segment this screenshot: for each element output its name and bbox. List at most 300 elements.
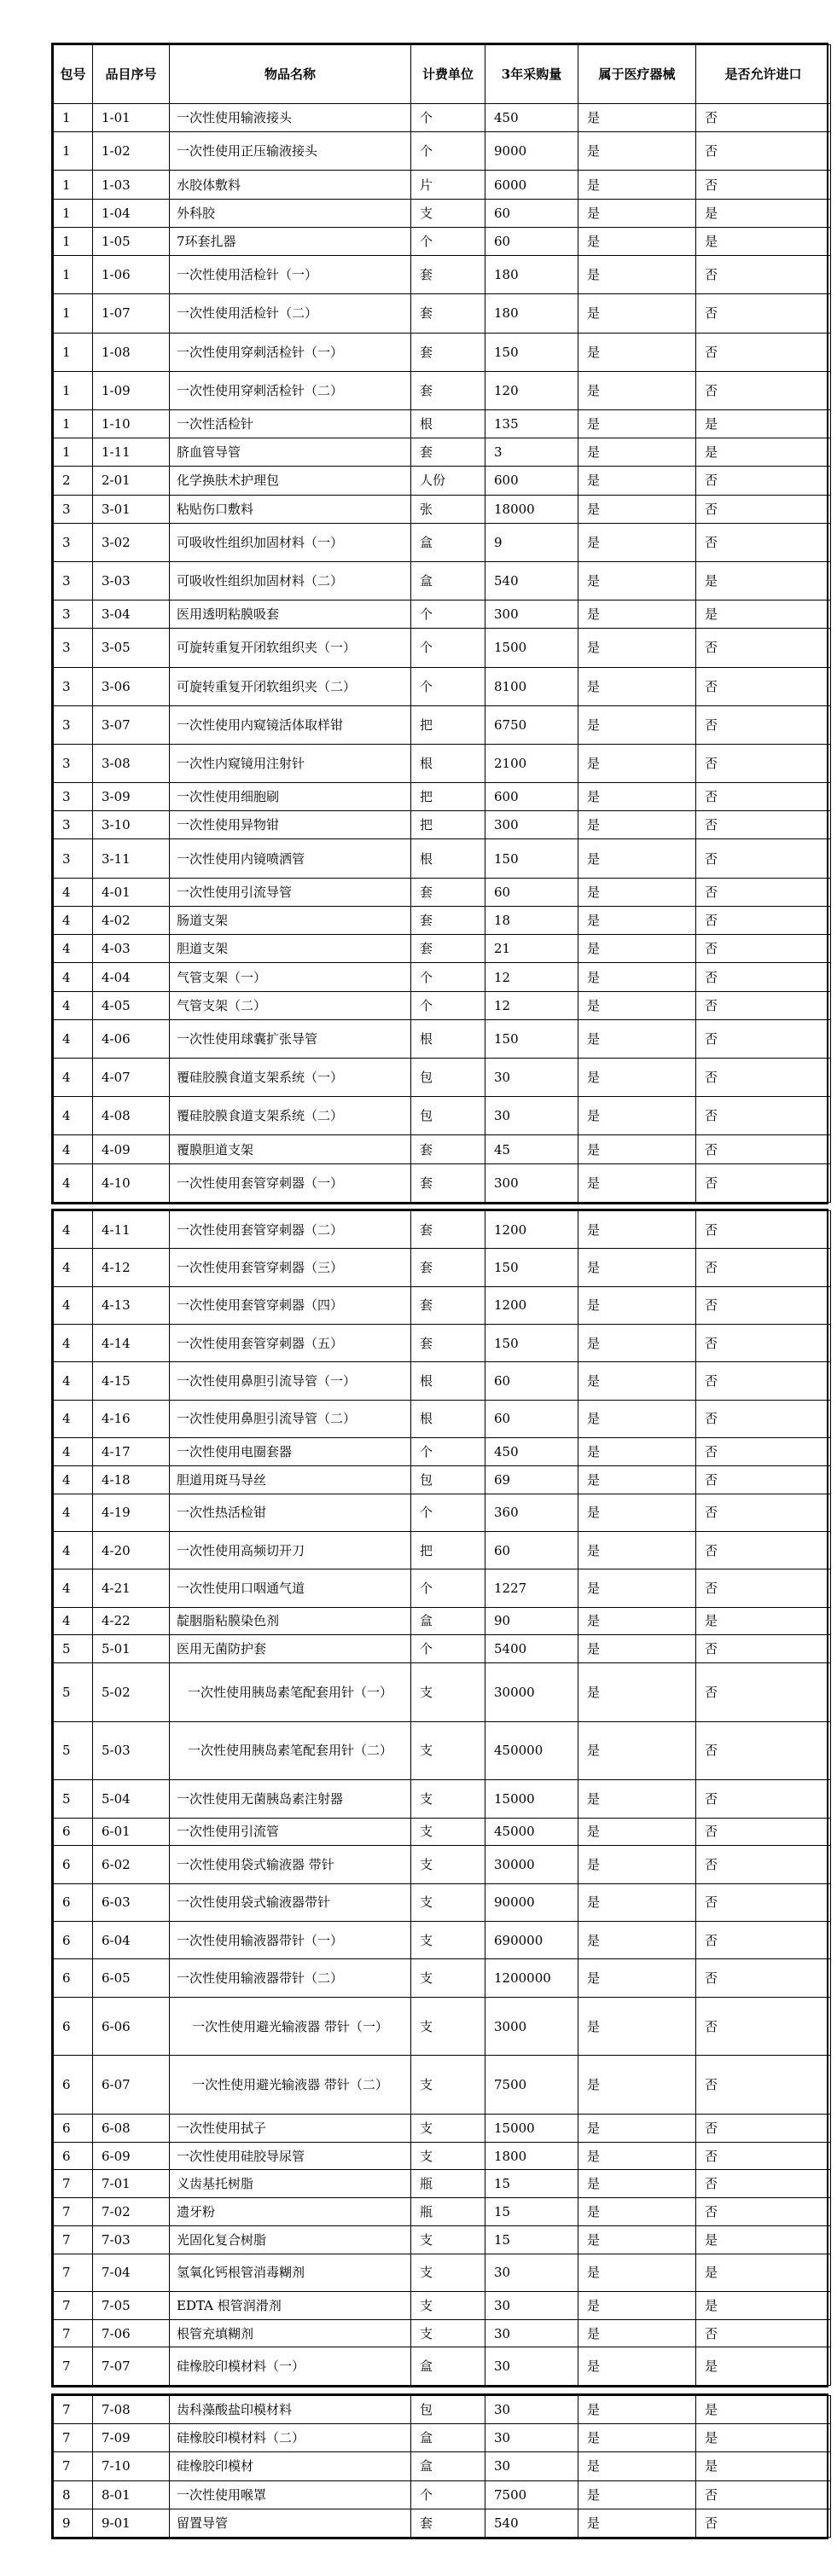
cell-package-no: 6 [54,2142,93,2170]
cell-quantity: 5400 [485,1635,578,1663]
cell-unit: 根 [411,839,485,878]
table-row [54,1362,831,1400]
cell-unit: 包 [411,1097,485,1135]
cell-package-no: 1 [54,438,93,467]
cell-unit: 支 [411,1883,485,1921]
cell-package-no: 4 [54,1569,93,1607]
table-row [54,878,831,906]
cell-import-allowed: 否 [696,1211,831,1249]
table-row [54,467,831,495]
cell-unit: 支 [411,2319,485,2347]
cell-is-medical-device: 是 [578,1922,696,1959]
table-row [54,1883,831,1921]
cell-quantity: 8100 [485,667,578,705]
cell-unit: 盒 [411,562,485,600]
cell-item-no: 1-08 [93,333,170,371]
cell-item-name: 胆道用斑马导丝 [170,1465,411,1494]
cell-quantity: 360 [485,1494,578,1531]
cell-import-allowed: 否 [696,1163,831,1202]
cell-item-no: 4-01 [93,878,170,906]
cell-package-no: 7 [54,2170,93,2198]
cell-is-medical-device: 是 [578,333,696,371]
cell-unit: 个 [411,1569,485,1607]
cell-import-allowed: 否 [696,906,831,934]
cell-unit: 人份 [411,467,485,495]
cell-package-no: 9 [54,2509,93,2537]
cell-item-name: 可吸收性组织加固材料（一） [170,523,411,561]
cell-package-no: 7 [54,2424,93,2452]
table-row [54,523,831,561]
cell-unit: 把 [411,782,485,810]
cell-is-medical-device: 是 [578,991,696,1019]
table-page-2 [51,1209,828,2387]
table-row [54,2424,831,2452]
cell-item-no: 4-16 [93,1400,170,1437]
cell-package-no: 3 [54,600,93,629]
cell-quantity: 21 [485,935,578,963]
table-row [54,2254,831,2291]
cell-item-no: 4-17 [93,1438,170,1466]
table-row [54,1531,831,1569]
cell-import-allowed: 否 [696,1922,831,1959]
table-page-3 [51,2393,828,2539]
cell-item-no: 7-07 [93,2347,170,2386]
cell-unit: 套 [411,371,485,409]
cell-quantity: 60 [485,228,578,256]
cell-import-allowed: 是 [696,199,831,227]
cell-item-no: 1-05 [93,228,170,256]
cell-package-no: 4 [54,935,93,963]
cell-import-allowed: 是 [696,228,831,256]
cell-item-no: 4-21 [93,1569,170,1607]
cell-is-medical-device: 是 [578,782,696,810]
cell-unit: 个 [411,629,485,667]
cell-item-no: 3-06 [93,667,170,705]
cell-item-no: 4-12 [93,1249,170,1286]
cell-is-medical-device: 是 [578,228,696,256]
table-row [54,2452,831,2480]
cell-item-no: 1-03 [93,171,170,199]
cell-import-allowed: 否 [696,744,831,782]
cell-unit: 片 [411,171,485,199]
cell-item-name: 一次性使用硅胶导尿管 [170,2142,411,2170]
cell-item-name: 气管支架（一） [170,963,411,991]
cell-item-no: 6-05 [93,1959,170,1997]
cell-item-name: 一次性使用套管穿刺器（一） [170,1163,411,1202]
cell-package-no: 4 [54,1465,93,1494]
cell-item-name: EDTA 根管润滑剂 [170,2292,411,2320]
cell-unit: 根 [411,1362,485,1400]
cell-item-name: 医用无菌防护套 [170,1635,411,1663]
cell-quantity: 450 [485,1438,578,1466]
cell-unit: 个 [411,667,485,705]
cell-is-medical-device: 是 [578,1400,696,1437]
cell-is-medical-device: 是 [578,878,696,906]
cell-item-no: 5-02 [93,1663,170,1722]
cell-quantity: 450 [485,104,578,132]
cell-quantity: 1500 [485,629,578,667]
cell-unit: 个 [411,1494,485,1531]
table-row [54,294,831,333]
cell-item-name: 一次性使用袋式输液器带针 [170,1883,411,1921]
cell-package-no: 5 [54,1663,93,1722]
cell-import-allowed: 否 [696,1400,831,1437]
cell-unit: 个 [411,1635,485,1663]
cell-package-no: 3 [54,782,93,810]
cell-import-allowed: 否 [696,1780,831,1818]
cell-is-medical-device: 是 [578,839,696,878]
cell-quantity: 1200000 [485,1959,578,1997]
cell-import-allowed: 否 [696,2056,831,2115]
cell-is-medical-device: 是 [578,2509,696,2537]
table-row [54,1607,831,1635]
cell-package-no: 4 [54,1211,93,1249]
cell-item-no: 8-01 [93,2480,170,2509]
cell-package-no: 7 [54,2292,93,2320]
cell-item-no: 4-20 [93,1531,170,1569]
cell-is-medical-device: 是 [578,2225,696,2254]
table-row [54,1286,831,1324]
table-row [54,1211,831,1249]
cell-is-medical-device: 是 [578,1883,696,1921]
cell-item-name: 覆膜胆道支架 [170,1135,411,1163]
cell-quantity: 60 [485,199,578,227]
cell-package-no: 4 [54,1163,93,1202]
cell-import-allowed: 否 [696,371,831,409]
cell-import-allowed: 否 [696,1059,831,1097]
cell-unit: 盒 [411,523,485,561]
cell-item-name: 一次性使用活检针（一） [170,256,411,294]
cell-quantity: 12 [485,991,578,1019]
cell-import-allowed: 否 [696,1959,831,1997]
cell-item-name: 一次性使用异物钳 [170,811,411,839]
cell-quantity: 180 [485,294,578,333]
cell-import-allowed: 否 [696,1846,831,1883]
cell-item-no: 3-11 [93,839,170,878]
cell-unit: 套 [411,1211,485,1249]
cell-import-allowed: 否 [696,667,831,705]
cell-quantity: 15 [485,2225,578,2254]
cell-unit: 个 [411,1438,485,1466]
cell-item-no: 4-18 [93,1465,170,1494]
table-row [54,1663,831,1722]
cell-import-allowed: 否 [696,132,831,171]
cell-unit: 套 [411,1286,485,1324]
table-row [54,256,831,294]
header-unit: 计费单位 [411,45,485,104]
cell-item-name: 一次性使用输液器带针（二） [170,1959,411,1997]
cell-is-medical-device: 是 [578,1286,696,1324]
table-row [54,1163,831,1202]
cell-item-name: 一次性使用口咽通气道 [170,1569,411,1607]
cell-is-medical-device: 是 [578,2056,696,2115]
cell-import-allowed: 否 [696,1020,831,1059]
cell-is-medical-device: 是 [578,811,696,839]
cell-unit: 个 [411,600,485,629]
cell-package-no: 3 [54,562,93,600]
cell-quantity: 30 [485,2396,578,2424]
table-row [54,963,831,991]
cell-import-allowed: 否 [696,294,831,333]
cell-item-no: 6-06 [93,1997,170,2056]
cell-quantity: 30 [485,2424,578,2452]
cell-item-no: 4-10 [93,1163,170,1202]
cell-is-medical-device: 是 [578,1721,696,1780]
cell-item-no: 4-13 [93,1286,170,1324]
cell-item-name: 一次性使用胰岛素笔配套用针（一） [170,1663,411,1722]
cell-item-name: 靛胭脂粘膜染色剂 [170,1607,411,1635]
cell-import-allowed: 否 [696,1997,831,2056]
cell-is-medical-device: 是 [578,906,696,934]
cell-quantity: 540 [485,2509,578,2537]
cell-item-name: 一次性使用无菌胰岛素注射器 [170,1780,411,1818]
cell-quantity: 540 [485,562,578,600]
cell-item-no: 3-01 [93,495,170,523]
cell-unit: 盒 [411,2347,485,2386]
cell-package-no: 4 [54,1400,93,1437]
cell-unit: 支 [411,1780,485,1818]
table-body [54,1211,831,2386]
cell-item-name: 一次性使用输液接头 [170,104,411,132]
cell-is-medical-device: 是 [578,1531,696,1569]
cell-package-no: 3 [54,811,93,839]
cell-package-no: 1 [54,409,93,438]
header-item-no: 品目序号 [93,45,170,104]
cell-package-no: 3 [54,667,93,705]
cell-package-no: 1 [54,104,93,132]
cell-import-allowed: 是 [696,1607,831,1635]
procurement-table-part-1 [53,44,831,1203]
cell-import-allowed: 否 [696,1097,831,1135]
table-row [54,1059,831,1097]
cell-import-allowed: 是 [696,409,831,438]
cell-package-no: 4 [54,1097,93,1135]
table-row [54,1721,831,1780]
cell-quantity: 12 [485,963,578,991]
cell-quantity: 690000 [485,1922,578,1959]
cell-item-name: 硅橡胶印模材料（二） [170,2424,411,2452]
cell-package-no: 3 [54,839,93,878]
cell-unit: 支 [411,1721,485,1780]
cell-quantity: 150 [485,1249,578,1286]
cell-package-no: 6 [54,1997,93,2056]
cell-is-medical-device: 是 [578,371,696,409]
cell-item-name: 一次性使用电圈套器 [170,1438,411,1466]
cell-item-name: 一次性使用引流导管 [170,878,411,906]
cell-item-name: 胆道支架 [170,935,411,963]
table-row [54,811,831,839]
cell-item-no: 4-08 [93,1097,170,1135]
cell-item-name: 可旋转重复开闭软组织夹（一） [170,629,411,667]
cell-item-name: 可旋转重复开闭软组织夹（二） [170,667,411,705]
table-row [54,2480,831,2509]
table-row [54,744,831,782]
cell-package-no: 5 [54,1780,93,1818]
cell-import-allowed: 否 [696,2170,831,2198]
cell-is-medical-device: 是 [578,744,696,782]
header-package-no: 包号 [54,45,93,104]
cell-item-name: 一次性使用鼻胆引流导管（一） [170,1362,411,1400]
cell-quantity: 90000 [485,1883,578,1921]
cell-package-no: 3 [54,629,93,667]
cell-import-allowed: 否 [696,2509,831,2537]
cell-item-name: 水胶体敷料 [170,171,411,199]
table-row [54,1097,831,1135]
table-row [54,705,831,744]
cell-unit: 根 [411,1020,485,1059]
cell-is-medical-device: 是 [578,1438,696,1466]
cell-is-medical-device: 是 [578,1494,696,1531]
cell-package-no: 4 [54,878,93,906]
cell-item-no: 4-11 [93,1211,170,1249]
cell-item-no: 1-01 [93,104,170,132]
cell-item-name: 一次性使用套管穿刺器（二） [170,1211,411,1249]
cell-item-name: 覆硅胶膜食道支架系统（一） [170,1059,411,1097]
cell-item-name: 一次性使用穿刺活检针（二） [170,371,411,409]
table-row [54,2347,831,2386]
cell-item-name: 氢氧化钙根管消毒糊剂 [170,2254,411,2291]
table-row [54,2509,831,2537]
table-row [54,1635,831,1663]
table-row [54,1400,831,1437]
cell-import-allowed: 否 [696,2114,831,2142]
cell-unit: 包 [411,1465,485,1494]
cell-is-medical-device: 是 [578,1097,696,1135]
cell-package-no: 5 [54,1635,93,1663]
cell-item-no: 4-05 [93,991,170,1019]
cell-package-no: 8 [54,2480,93,2509]
cell-item-no: 4-02 [93,906,170,934]
cell-import-allowed: 是 [696,2254,831,2291]
cell-is-medical-device: 是 [578,1818,696,1846]
table-row [54,1780,831,1818]
cell-package-no: 7 [54,2452,93,2480]
cell-item-name: 一次性使用高频切开刀 [170,1531,411,1569]
header-item-name: 物品名称 [170,45,411,104]
cell-is-medical-device: 是 [578,1465,696,1494]
cell-quantity: 45 [485,1135,578,1163]
cell-is-medical-device: 是 [578,1569,696,1607]
cell-is-medical-device: 是 [578,2170,696,2198]
cell-item-no: 3-03 [93,562,170,600]
cell-item-no: 3-08 [93,744,170,782]
cell-item-no: 1-09 [93,371,170,409]
cell-item-name: 留置导管 [170,2509,411,2537]
cell-item-no: 4-14 [93,1325,170,1362]
cell-unit: 个 [411,991,485,1019]
cell-is-medical-device: 是 [578,1780,696,1818]
cell-import-allowed: 否 [696,1438,831,1466]
cell-unit: 个 [411,2480,485,2509]
table-row [54,1494,831,1531]
table-row [54,228,831,256]
table-row [54,409,831,438]
table-row [54,991,831,1019]
table-row [54,1020,831,1059]
cell-item-no: 3-02 [93,523,170,561]
cell-item-name: 一次性使用活检针（二） [170,294,411,333]
cell-import-allowed: 否 [696,705,831,744]
table-row [54,1438,831,1466]
cell-is-medical-device: 是 [578,1959,696,1997]
cell-import-allowed: 否 [696,256,831,294]
table-body [54,2396,831,2538]
cell-unit: 套 [411,1135,485,1163]
cell-unit: 支 [411,2292,485,2320]
cell-quantity: 150 [485,1325,578,1362]
cell-item-no: 7-10 [93,2452,170,2480]
cell-package-no: 3 [54,523,93,561]
cell-quantity: 15 [485,2198,578,2226]
cell-is-medical-device: 是 [578,409,696,438]
cell-item-name: 脐血管导管 [170,438,411,467]
cell-package-no: 7 [54,2225,93,2254]
cell-item-no: 6-03 [93,1883,170,1921]
cell-unit: 把 [411,811,485,839]
cell-unit: 瓶 [411,2198,485,2226]
cell-package-no: 1 [54,132,93,171]
cell-item-name: 一次性使用避光输液器 带针（一） [170,1997,411,2056]
cell-item-no: 1-06 [93,256,170,294]
table-row [54,495,831,523]
cell-package-no: 4 [54,1494,93,1531]
cell-is-medical-device: 是 [578,1663,696,1722]
cell-quantity: 6000 [485,171,578,199]
cell-import-allowed: 否 [696,1721,831,1780]
cell-item-no: 5-01 [93,1635,170,1663]
cell-is-medical-device: 是 [578,705,696,744]
cell-item-name: 可吸收性组织加固材料（二） [170,562,411,600]
cell-unit: 套 [411,935,485,963]
cell-package-no: 7 [54,2396,93,2424]
table-row [54,1922,831,1959]
cell-item-no: 7-06 [93,2319,170,2347]
cell-is-medical-device: 是 [578,562,696,600]
cell-quantity: 69 [485,1465,578,1494]
cell-item-name: 一次性热活检钳 [170,1494,411,1531]
cell-item-name: 气管支架（二） [170,991,411,1019]
cell-quantity: 150 [485,333,578,371]
cell-unit: 套 [411,294,485,333]
cell-item-no: 3-09 [93,782,170,810]
cell-unit: 根 [411,409,485,438]
cell-unit: 套 [411,878,485,906]
cell-is-medical-device: 是 [578,2114,696,2142]
cell-is-medical-device: 是 [578,1211,696,1249]
cell-item-no: 4-22 [93,1607,170,1635]
table-row [54,839,831,878]
cell-quantity: 30 [485,1059,578,1097]
cell-item-name: 一次性使用输液器带针（一） [170,1922,411,1959]
cell-item-name: 7环套扎器 [170,228,411,256]
table-row [54,1959,831,1997]
cell-item-no: 2-01 [93,467,170,495]
table-row [54,2292,831,2320]
cell-item-no: 7-03 [93,2225,170,2254]
cell-import-allowed: 是 [696,2424,831,2452]
cell-import-allowed: 否 [696,171,831,199]
cell-quantity: 60 [485,1400,578,1437]
cell-quantity: 15000 [485,2114,578,2142]
cell-package-no: 5 [54,1721,93,1780]
cell-package-no: 4 [54,1531,93,1569]
table-row [54,371,831,409]
table-row [54,2056,831,2115]
cell-item-name: 一次性使用套管穿刺器（四） [170,1286,411,1324]
cell-quantity: 1200 [485,1286,578,1324]
cell-unit: 支 [411,2114,485,2142]
cell-package-no: 4 [54,1135,93,1163]
